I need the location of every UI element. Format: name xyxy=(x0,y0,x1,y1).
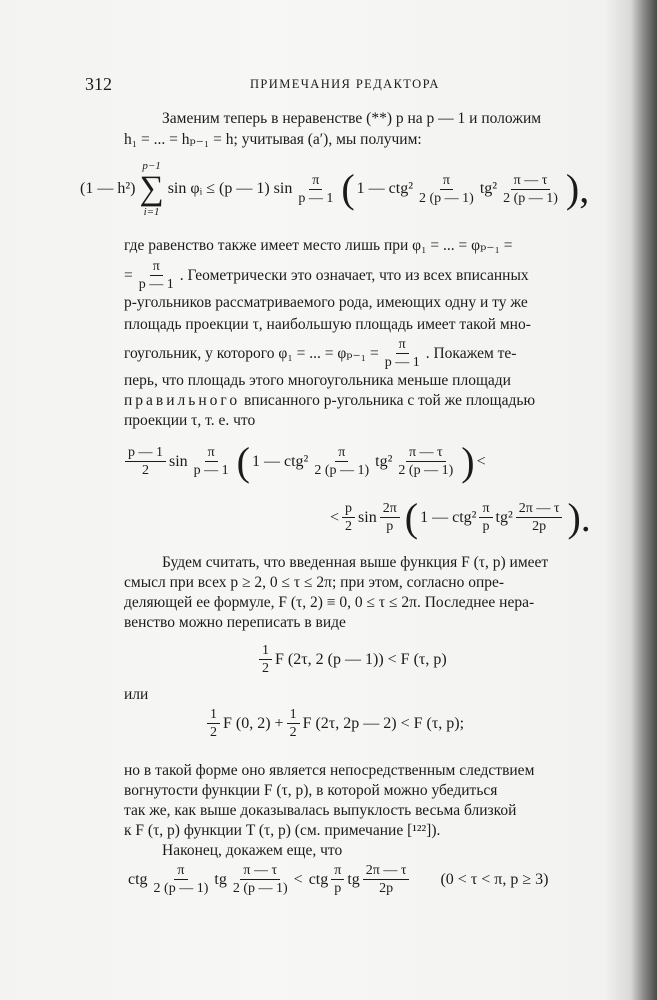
para2-line3: p-угольников рассматриваемого рода, имеющих одну и ту же xyxy=(124,294,528,311)
f4-half-b xyxy=(287,706,300,741)
f1-frac-c xyxy=(500,172,561,207)
f1-frac-a-num: π xyxy=(309,172,322,190)
para2-line7 xyxy=(124,392,535,410)
para2-line6: перь, что площадь этого многоугольника меньше площади xyxy=(124,372,511,389)
f5-frac-c-num: π xyxy=(331,862,344,880)
page-header xyxy=(0,74,657,98)
f5-frac-b xyxy=(230,862,291,897)
f2-frac-a-num: p — 1 xyxy=(125,444,166,462)
f2b-frac-c xyxy=(479,500,492,535)
f2-paren-open: ( xyxy=(236,438,250,484)
f2-frac-c-den: 2 (p — 1) xyxy=(314,463,370,478)
f3-half-num: 1 xyxy=(259,642,272,660)
f5-tg-b: tg xyxy=(347,870,360,888)
para2-line7-rest: вписанного p-угольника с той же площадью xyxy=(240,392,536,409)
para2-line5-frac xyxy=(382,336,423,371)
f1-paren-open: ( xyxy=(341,166,355,211)
para2-line1: где равенство также имеет место лишь при φ₁ = ... = φₚ₋₁ = xyxy=(124,237,513,254)
para2-line5a: гоугольник, у которого φ₁ = ... = φₚ₋₁ = xyxy=(124,345,379,362)
formula-2-line1 xyxy=(122,438,486,484)
page-number: 312 xyxy=(85,74,112,94)
f1-frac-b-num: π xyxy=(440,172,453,190)
f1-tg2: tg² xyxy=(479,180,498,197)
f2b-tg2: tg² xyxy=(495,508,513,526)
para2-line7-spaced: правильного xyxy=(124,392,241,409)
para2-line4: площадь проекции τ, наибольшую площадь имеет такой мно- xyxy=(124,316,531,333)
f1-sum-top: p−1 xyxy=(142,160,161,172)
f5-frac-d-den: 2p xyxy=(379,881,394,896)
f1-lhs: (1 — h²) xyxy=(80,180,136,197)
f5-frac-a xyxy=(151,862,212,897)
f2b-paren-close: ). xyxy=(567,494,591,540)
para2-line5-frac-den: p — 1 xyxy=(384,355,420,370)
f4-half-b-num: 1 xyxy=(287,706,300,724)
f3-half-den: 2 xyxy=(262,661,269,676)
f2b-frac-a-num: p xyxy=(342,500,355,518)
running-title: ПРИМЕЧАНИЯ РЕДАКТОРА xyxy=(250,77,440,91)
para3-line1: Будем считать, что введенная выше функция F (τ, p) имеет xyxy=(162,554,549,571)
f4-part2: F (2τ, 2p — 2) < F (τ, p); xyxy=(302,714,465,732)
f2-frac-d xyxy=(395,444,456,479)
f2-frac-b-den: p — 1 xyxy=(193,463,229,478)
para4-line3: так же, как выше доказывалась выпуклость весьма близкой xyxy=(124,802,517,819)
f2b-frac-d xyxy=(516,500,563,535)
f1-sin-phi: sin φᵢ ≤ (p — 1) sin xyxy=(167,180,293,197)
para1-line1: Заменим теперь в неравенстве (**) p на p — 1 и положим xyxy=(162,110,542,127)
f2-tg2: tg² xyxy=(375,452,393,470)
f1-frac-a xyxy=(295,172,336,207)
f2b-frac-b xyxy=(380,500,400,535)
f2-frac-c-num: π xyxy=(335,444,348,462)
f5-frac-d xyxy=(363,862,410,897)
f4-half-b-den: 2 xyxy=(289,725,297,740)
para2-frac-den: p — 1 xyxy=(138,277,174,292)
f5-lt: < xyxy=(293,870,303,888)
formula-1 xyxy=(80,160,591,218)
f2-frac-a xyxy=(125,444,166,479)
para3-line3: деляющей ее формуле, F (τ, 2) ≡ 0, 0 ≤ τ ≤ 2π. Последнее нера- xyxy=(124,594,535,611)
or-word: или xyxy=(124,686,149,703)
para2-line5 xyxy=(124,336,516,371)
f2b-frac-d-den: 2p xyxy=(532,519,547,534)
formula-3 xyxy=(256,642,447,677)
f2-frac-d-den: 2 (p — 1) xyxy=(398,463,454,478)
f1-paren-close: ), xyxy=(565,166,590,211)
para5: Наконец, докажем еще, что xyxy=(162,842,343,859)
f5-frac-d-num: 2π — τ xyxy=(363,862,410,880)
para2-line2 xyxy=(124,258,529,293)
f1-sum-sign: ∑ xyxy=(139,170,164,207)
f2b-one-minus: 1 — ctg² xyxy=(420,508,477,526)
f2-lt: < xyxy=(476,452,486,470)
f5-frac-a-num: π xyxy=(174,862,187,880)
para2-line8: проекции τ, т. е. что xyxy=(124,412,256,429)
f2-frac-a-den: 2 xyxy=(142,463,149,478)
f2b-frac-a xyxy=(342,500,355,535)
f2b-frac-c-num: π xyxy=(479,500,492,518)
f2-frac-b-num: π xyxy=(205,444,218,462)
f5-tg-a: tg xyxy=(214,870,227,888)
f5-ctg-b: ctg xyxy=(308,870,329,888)
f2b-frac-d-num: 2π — τ xyxy=(516,500,563,518)
f2b-frac-b-den: p xyxy=(386,519,394,534)
f1-sum-bottom: i=1 xyxy=(143,206,160,218)
f5-frac-c-den: p xyxy=(334,881,342,896)
f1-sum xyxy=(139,160,163,218)
para2-line2-text: . Геометрически это означает, что из всех вписанных xyxy=(179,266,529,284)
f5-ctg-a: ctg xyxy=(128,870,148,888)
f2-one-minus: 1 — ctg² xyxy=(252,452,309,470)
para4-line2: вогнутости функции F (τ, p), в которой можно убедиться xyxy=(124,782,498,799)
para2-frac xyxy=(136,258,177,293)
para3-line2: смысл при всех p ≥ 2, 0 ≤ τ ≤ 2π; при этом, согласно опре- xyxy=(124,574,505,591)
formula-2-line2 xyxy=(330,494,593,540)
f1-frac-c-den: 2 (p — 1) xyxy=(503,190,558,206)
f2-frac-d-num: π — τ xyxy=(406,444,446,462)
f2b-sin: sin xyxy=(358,508,377,526)
para2-frac-num: π xyxy=(150,258,163,276)
para2-line5-frac-num: π xyxy=(396,336,409,354)
f2-sin: sin xyxy=(169,452,188,470)
f2b-frac-b-num: 2π xyxy=(380,500,400,518)
f2b-lt: < xyxy=(330,508,340,526)
para2-line5b: . Покажем те- xyxy=(425,344,517,362)
f2-frac-c xyxy=(311,444,372,479)
f5-condition: (0 < τ < π, p ≥ 3) xyxy=(440,870,549,888)
f4-part1: F (0, 2) + xyxy=(223,714,284,732)
para1-line2: h₁ = ... = hₚ₋₁ = h; учитывая (a′), мы получим: xyxy=(124,131,422,148)
f2b-frac-c-den: p xyxy=(482,519,490,534)
f1-one-minus: 1 — ctg² xyxy=(356,180,414,197)
f2b-paren-open: ( xyxy=(404,494,419,540)
f3-body: F (2τ, 2 (p — 1)) < F (τ, p) xyxy=(275,650,447,668)
f5-frac-c xyxy=(331,862,344,897)
para4-line1: но в такой форме оно является непосредственным следствием xyxy=(124,762,535,779)
f5-frac-a-den: 2 (p — 1) xyxy=(153,881,209,896)
f5-frac-b-num: π — τ xyxy=(240,862,280,880)
f5-frac-b-den: 2 (p — 1) xyxy=(232,881,288,896)
f2-paren-close: ) xyxy=(461,438,475,484)
f2b-frac-a-den: 2 xyxy=(345,519,353,534)
f4-half-a-num: 1 xyxy=(207,706,220,724)
f1-frac-a-den: p — 1 xyxy=(298,190,334,206)
formula-5 xyxy=(128,862,548,897)
para2-eq: = xyxy=(124,266,133,284)
f1-frac-c-num: π — τ xyxy=(511,172,551,190)
para4-line4: к F (τ, p) функции T (τ, p) (см. примечание [¹²²]). xyxy=(124,822,441,839)
f1-frac-b xyxy=(416,172,477,207)
f1-frac-b-den: 2 (p — 1) xyxy=(419,190,474,206)
f4-half-a-den: 2 xyxy=(210,725,217,740)
f3-half xyxy=(259,642,272,677)
para3-line4: венство можно переписать в виде xyxy=(124,614,346,631)
f2-frac-b xyxy=(191,444,232,479)
f4-half-a xyxy=(207,706,220,741)
formula-4 xyxy=(204,706,464,741)
